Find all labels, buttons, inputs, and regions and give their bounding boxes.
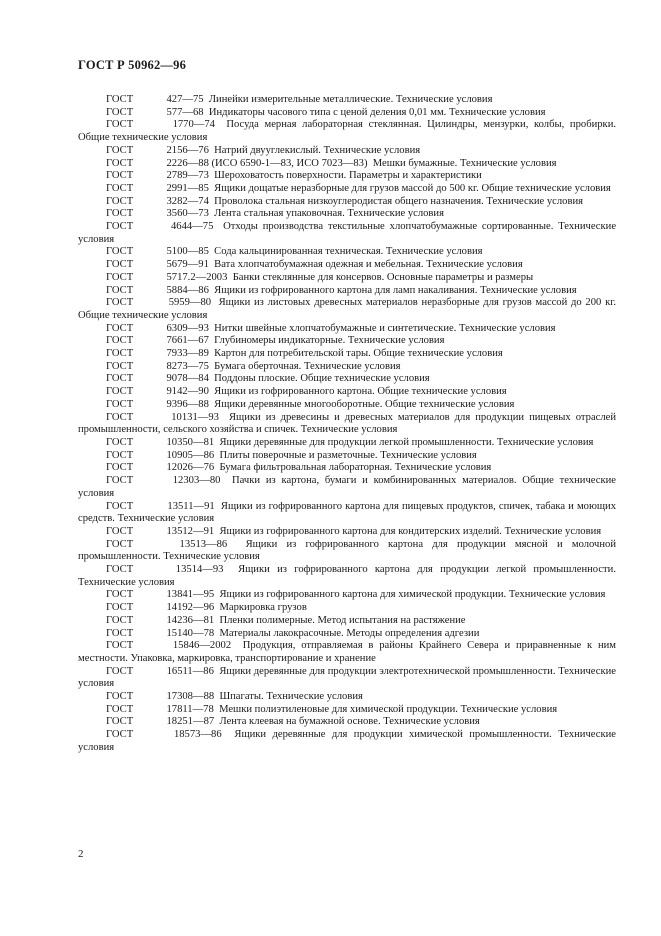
reference-title: Продукция, отправляемая в районы Крайнего Севера и приравненные к ним местности. Упаковка, маркировка, транспортирование и хранение — [78, 640, 617, 664]
reference-number: 4644—75 — [170, 221, 214, 233]
reference-entry — [78, 361, 616, 374]
reference-entry — [78, 462, 616, 475]
reference-prefix: ГОСТ — [106, 157, 134, 169]
reference-title: Индикаторы часового типа с ценой деления 0,01 мм. Технические условия — [208, 106, 546, 118]
reference-prefix: ГОСТ — [106, 119, 134, 131]
reference-prefix: ГОСТ — [106, 373, 134, 385]
reference-entry — [78, 119, 616, 144]
reference-title: Проволока стальная низкоуглеродистая общего назначения. Технические условия — [214, 195, 583, 207]
reference-prefix: ГОСТ — [106, 221, 134, 233]
reference-entry — [78, 285, 616, 298]
reference-entry — [78, 196, 616, 209]
reference-prefix: ГОСТ — [106, 703, 134, 715]
reference-title: Материалы лакокрасочные. Методы определения адгезии — [219, 627, 480, 639]
reference-title: Плиты поверочные и разметочные. Технические условия — [219, 449, 477, 461]
reference-entry — [78, 323, 616, 336]
reference-entry — [78, 501, 616, 526]
reference-entry — [78, 399, 616, 412]
document-header: ГОСТ Р 50962—96 — [78, 58, 187, 72]
reference-title: Банки стеклянные для консервов. Основные параметры и размеры — [232, 271, 534, 283]
reference-prefix: ГОСТ — [106, 627, 134, 639]
reference-title: Мешки полиэтиленовые для химической продукции. Технические условия — [219, 703, 558, 715]
reference-entry — [78, 335, 616, 348]
reference-number: 5884—86 — [166, 284, 209, 296]
reference-number: 10350—81 — [166, 436, 215, 448]
reference-prefix: ГОСТ — [106, 602, 134, 614]
reference-entry — [78, 208, 616, 221]
reference-entry — [78, 183, 616, 196]
reference-entry — [78, 691, 616, 704]
reference-entry — [78, 615, 616, 628]
reference-title: Ящики из листовых древесных материалов неразборные для грузов массой до 200 кг. Общие технические условия — [78, 297, 617, 321]
reference-number: 16511—86 — [166, 665, 214, 677]
reference-prefix: ГОСТ — [106, 195, 134, 207]
reference-prefix: ГОСТ — [106, 106, 134, 118]
reference-number: 2156—76 — [166, 144, 209, 156]
reference-prefix: ГОСТ — [106, 322, 134, 334]
reference-number: 14236—81 — [166, 614, 215, 626]
reference-number: 5717.2—2003 — [166, 271, 228, 283]
reference-entry — [78, 170, 616, 183]
reference-prefix: ГОСТ — [106, 665, 134, 677]
reference-entry — [78, 437, 616, 450]
reference-number: 13514—93 — [175, 564, 224, 576]
reference-entry — [78, 373, 616, 386]
reference-entry — [78, 246, 616, 259]
reference-title: Поддоны плоские. Общие технические условия — [214, 373, 430, 385]
reference-entry — [78, 475, 616, 500]
reference-entry — [78, 412, 616, 437]
reference-prefix: ГОСТ — [106, 525, 134, 537]
reference-title: Бумага фильтровальная лабораторная. Технические условия — [219, 462, 492, 474]
reference-entry — [78, 145, 616, 158]
reference-number: 1770—74 — [172, 119, 215, 131]
reference-title: Нитки швейные хлопчатобумажные и синтетические. Технические условия — [214, 322, 556, 334]
reference-prefix: ГОСТ — [106, 208, 134, 220]
reference-title: Ящики из гофрированного картона для продукции легкой промышленности. Технические условия — [78, 564, 616, 588]
reference-prefix: ГОСТ — [106, 589, 134, 601]
reference-number: 6309—93 — [166, 322, 209, 334]
reference-prefix: ГОСТ — [106, 716, 134, 728]
reference-number: 10131—93 — [171, 411, 219, 423]
reference-prefix: ГОСТ — [106, 284, 134, 296]
reference-number: 2991—85 — [166, 182, 209, 194]
reference-prefix: ГОСТ — [106, 348, 134, 360]
reference-prefix: ГОСТ — [106, 640, 134, 652]
reference-number: 427—75 — [166, 94, 204, 105]
reference-title: Ящики деревянные для продукции химической промышленности. Технические условия — [78, 729, 616, 753]
reference-number: 2789—73 — [166, 170, 209, 182]
reference-entry — [78, 221, 616, 246]
reference-number: 13841—95 — [166, 589, 215, 601]
references-list — [78, 94, 616, 755]
reference-title: Линейки измерительные металлические. Технические условия — [208, 94, 493, 105]
reference-prefix: ГОСТ — [106, 335, 134, 347]
reference-prefix: ГОСТ — [106, 386, 134, 398]
reference-prefix: ГОСТ — [106, 449, 134, 461]
reference-number: 10905—86 — [166, 449, 215, 461]
reference-entry — [78, 297, 616, 322]
reference-number: 3560—73 — [166, 208, 209, 220]
reference-prefix: ГОСТ — [106, 729, 134, 741]
reference-number: 15846—2002 — [172, 640, 232, 652]
reference-title: Натрий двууглекислый. Технические условия — [214, 144, 421, 156]
reference-number: 13512—91 — [166, 525, 215, 537]
reference-prefix: ГОСТ — [106, 360, 134, 372]
reference-number: 7933—89 — [166, 348, 209, 360]
reference-entry — [78, 450, 616, 463]
reference-number: 12303—80 — [172, 475, 221, 487]
reference-title: Глубиномеры индикаторные. Технические условия — [214, 335, 445, 347]
reference-number: 12026—76 — [166, 462, 215, 474]
reference-prefix: ГОСТ — [106, 475, 134, 487]
reference-number: 8273—75 — [166, 360, 209, 372]
reference-number: 9142—90 — [166, 386, 209, 398]
reference-title: Ящики деревянные многооборотные. Общие технические условия — [214, 398, 515, 410]
reference-entry — [78, 94, 616, 107]
reference-title: Пачки из картона, бумаги и комбинированных материалов. Общие технические условия — [78, 475, 616, 499]
reference-number: 7661—67 — [166, 335, 209, 347]
reference-entry — [78, 386, 616, 399]
reference-title: Шпагаты. Технические условия — [219, 691, 363, 703]
reference-prefix: ГОСТ — [106, 259, 134, 271]
reference-prefix: ГОСТ — [106, 436, 134, 448]
reference-number: 13511—91 — [167, 500, 215, 512]
reference-number: 15140—78 — [166, 627, 215, 639]
reference-title: Ящики из гофрированного картона для пищевых продуктов, спичек, табака и моющих средств. Технические условия — [78, 500, 617, 525]
reference-entry — [78, 589, 616, 602]
reference-entry — [78, 564, 616, 589]
reference-entry — [78, 272, 616, 285]
reference-entry — [78, 640, 616, 665]
reference-number: 9396—88 — [166, 398, 209, 410]
reference-prefix: ГОСТ — [106, 411, 134, 423]
reference-entry — [78, 628, 616, 641]
reference-title: Маркировка грузов — [219, 602, 307, 614]
reference-title: Ящики из гофрированного картона для кондитерских изделий. Технические условия — [219, 525, 602, 537]
reference-prefix: ГОСТ — [106, 462, 134, 474]
reference-number: 17308—88 — [166, 691, 215, 703]
reference-prefix: ГОСТ — [106, 170, 134, 182]
reference-title: Ящики из гофрированного картона для ламп накаливания. Технические условия — [214, 284, 577, 296]
reference-title: Ящики из гофрированного картона. Общие технические условия — [214, 386, 507, 398]
reference-title: Картон для потребительской тары. Общие технические условия — [214, 348, 503, 360]
reference-prefix: ГОСТ — [106, 691, 134, 703]
reference-number: 5100—85 — [166, 246, 209, 258]
reference-prefix: ГОСТ — [106, 297, 134, 309]
reference-title: Ящики из гофрированного картона для продукции мясной и молочной промышленности. Технические условия — [78, 538, 617, 563]
reference-entry — [78, 526, 616, 539]
reference-entry — [78, 602, 616, 615]
reference-entry — [78, 666, 616, 691]
reference-title: Ящики из гофрированного картона для химической продукции. Технические условия — [219, 589, 606, 601]
reference-prefix: ГОСТ — [106, 398, 134, 410]
reference-title: Мешки бумажные. Технические условия — [372, 157, 557, 169]
reference-prefix: ГОСТ — [106, 500, 134, 512]
reference-entry — [78, 158, 616, 171]
reference-title: Шероховатость поверхности. Параметры и характеристики — [214, 170, 482, 182]
reference-title: Бумага оберточная. Технические условия — [214, 360, 401, 372]
reference-entry — [78, 704, 616, 717]
reference-prefix: ГОСТ — [106, 94, 134, 105]
reference-number: 13513—86 — [179, 538, 228, 550]
reference-number: 14192—96 — [166, 602, 215, 614]
reference-title: Ящики дощатые неразборные для грузов массой до 500 кг. Общие технические условия — [214, 182, 611, 194]
reference-entry — [78, 348, 616, 361]
reference-number: 3282—74 — [166, 195, 209, 207]
reference-prefix: ГОСТ — [106, 614, 134, 626]
reference-number: 5679—91 — [166, 259, 209, 271]
reference-entry — [78, 107, 616, 120]
reference-prefix: ГОСТ — [106, 144, 134, 156]
reference-number: 2226—88 (ИСО 6590-1—83, ИСО 7023—83) — [166, 157, 368, 169]
reference-number: 9078—84 — [166, 373, 209, 385]
reference-title: Отходы производства текстильные хлопчатобумажные сортированные. Технические условия — [78, 221, 617, 245]
reference-number: 18251—87 — [166, 716, 215, 728]
reference-title: Ящики из древесины и древесных материалов для продукции пищевых отраслей промышленности, сельского хозяйства и спичек. Технические условия — [78, 411, 617, 436]
page-number: 2 — [78, 848, 84, 860]
reference-prefix: ГОСТ — [106, 246, 134, 258]
reference-title: Пленки полимерные. Метод испытания на растяжение — [219, 614, 466, 626]
reference-title: Вата хлопчатобумажная одежная и мебельная. Технические условия — [214, 259, 523, 271]
reference-title: Ящики деревянные для продукции легкой промышленности. Технические условия — [219, 436, 594, 448]
reference-entry — [78, 259, 616, 272]
reference-title: Лента стальная упаковочная. Технические условия — [214, 208, 444, 220]
reference-prefix: ГОСТ — [106, 182, 134, 194]
reference-number: 17811—78 — [166, 703, 214, 715]
reference-number: 18573—86 — [173, 729, 222, 741]
reference-title: Сода кальцинированная техническая. Технические условия — [214, 246, 483, 258]
reference-number: 5959—80 — [168, 297, 212, 309]
reference-number: 577—68 — [166, 106, 204, 118]
reference-title: Ящики деревянные для продукции электротехнической промышленности. Технические условия — [78, 665, 616, 690]
reference-entry — [78, 729, 616, 754]
reference-entry — [78, 716, 616, 729]
reference-title: Лента клеевая на бумажной основе. Технические условия — [219, 716, 480, 728]
reference-entry — [78, 539, 616, 564]
reference-prefix: ГОСТ — [106, 538, 134, 550]
reference-title: Посуда мерная лабораторная стеклянная. Цилиндры, мензурки, колбы, пробирки. Общие технические условия — [78, 119, 617, 144]
reference-prefix: ГОСТ — [106, 564, 134, 576]
reference-prefix: ГОСТ — [106, 271, 134, 283]
